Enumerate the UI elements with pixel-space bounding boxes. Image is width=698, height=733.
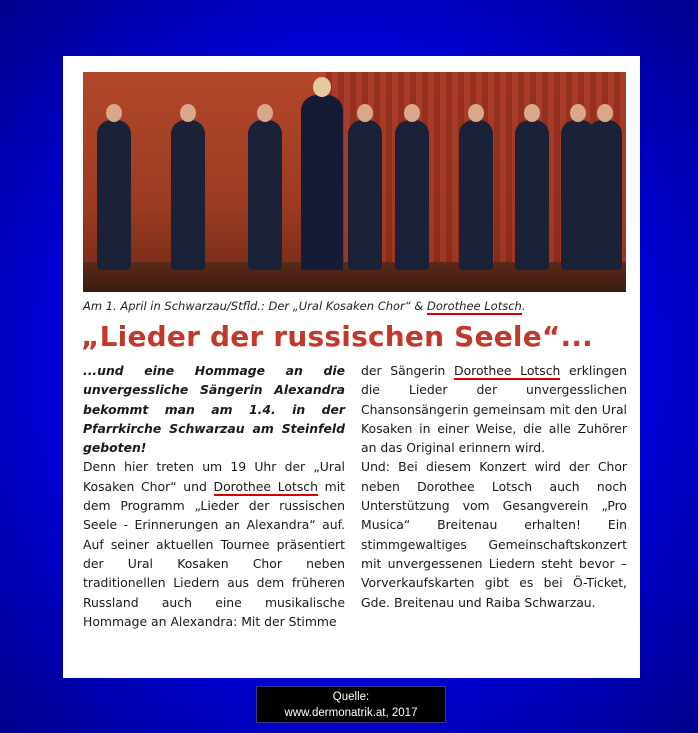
right-text-3: Und: Bei diesem Konzert wird der Chor neben Dorothee Lotsch auch noch Unterstützung vom Gesangverein „Pro Musica“ Breitenau erhalten! Ein stimmgewaltiges Gemeinschaftskonzert mit unvergessenen Liedern steht bevor – Vorverkaufskarten gibt es bei Ö-Ticket, Gde. Breitenau und Raiba Schwarzau. [361, 459, 627, 610]
source-credit: www.dermonatrik.at, 2017 [284, 707, 418, 719]
left-text-2: mit dem Programm „Lieder der russischen Seele - Erinnerungen an Alexandra“ auf. Auf seiner aktuellen Tournee präsentiert der Ural Kosaken Chor neben traditionellen Liedern aus dem früheren Russland auch eine musikalische Hommage an Alexandra: Mit der Stimme [83, 478, 345, 629]
choir-singer [515, 120, 549, 270]
concert-photo [83, 72, 626, 292]
headline: „Lieder der russischen Seele“... [81, 320, 593, 353]
right-text-1: der Sängerin [361, 363, 455, 378]
left-name: Dorothee Lotsch [213, 478, 318, 494]
left-column [83, 361, 345, 631]
choir-singer [97, 120, 131, 270]
choir-singer [588, 120, 622, 270]
source-box [256, 686, 446, 723]
choir-singer [171, 120, 205, 270]
lead-paragraph: ...und eine Hommage an die unvergessliche Sängerin Alexandra bekommt man am 1.4. in der Pfarrkirche Schwarzau am Steinfeld geboten! [83, 363, 345, 456]
caption-name: Dorothee Lotsch [427, 299, 522, 313]
choir-singer [348, 120, 382, 270]
choir-singer [248, 120, 282, 270]
right-name: Dorothee Lotsch [454, 363, 561, 378]
caption-text: Am 1. April in Schwarzau/Stfld.: Der „Ural Kosaken Chor“ & [83, 299, 428, 313]
right-text-2: erklingen die Lieder der unvergesslichen Chansonsängerin gemeinsam mit den Ural Kosaken in einer Weise, die alle Zuhörer an das Original erinnern wird. [361, 363, 627, 456]
photo-caption [83, 299, 626, 313]
caption-end: . [521, 299, 526, 313]
left-text-1: Denn hier treten um 19 Uhr der „Ural Kosaken Chor“ und [83, 459, 345, 494]
choir-singer [459, 120, 493, 270]
right-column [361, 361, 627, 612]
newspaper-clipping [63, 56, 640, 678]
choir-singer [395, 120, 429, 270]
soloist-singer [301, 95, 343, 270]
source-label: Quelle: [332, 691, 370, 703]
